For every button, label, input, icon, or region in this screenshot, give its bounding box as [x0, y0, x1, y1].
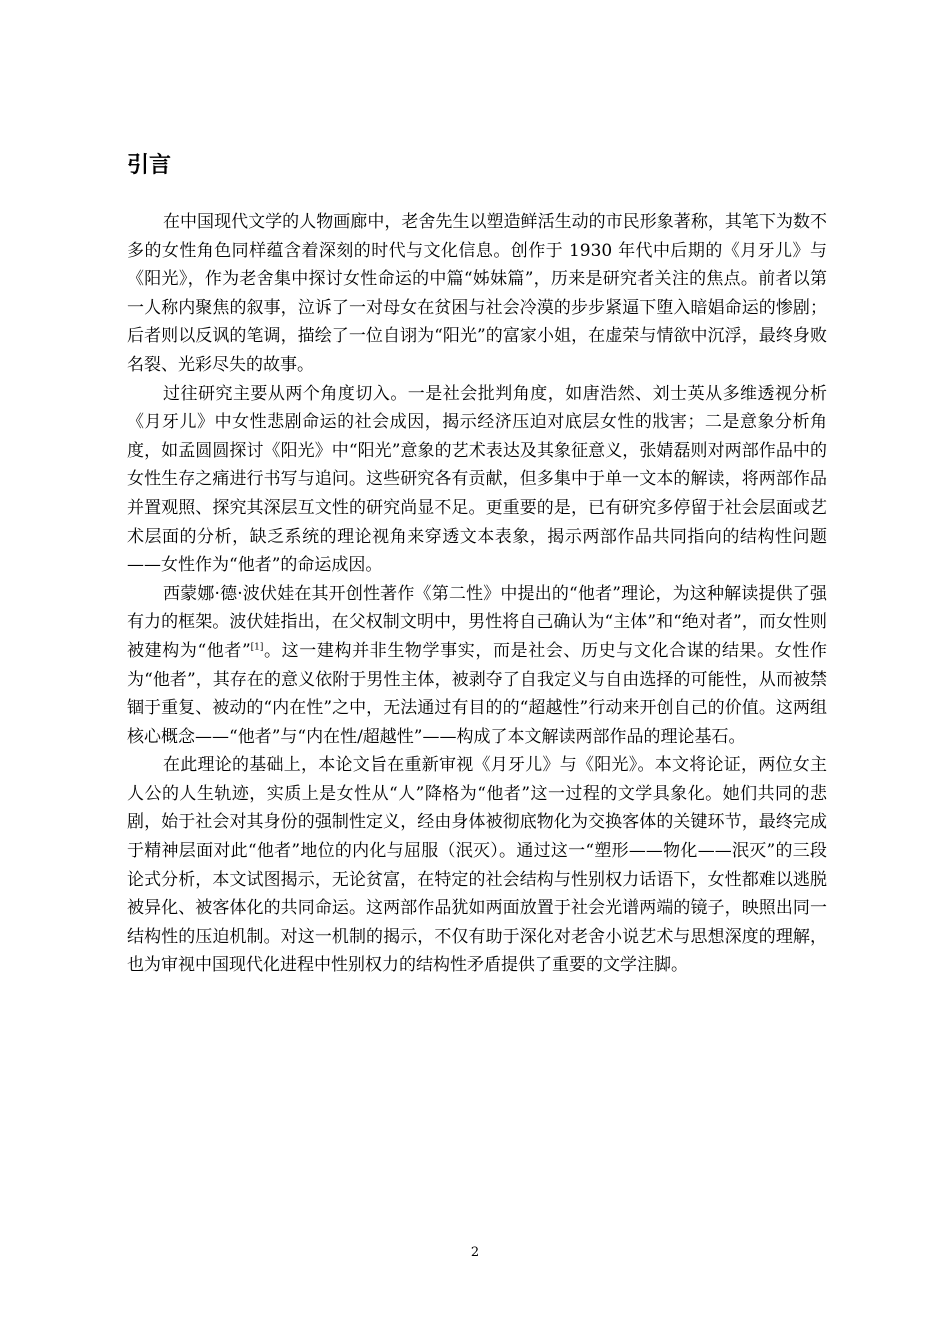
page-number: 2 [470, 1245, 480, 1260]
paragraph-1-text: 在中国现代文学的人物画廊中，老舍先生以塑造鲜活生动的市民形象著称，其笔下为数不多的女性角色同样蕴含着深刻的时代与文化信息。创作于 1930 年代中后期的《月牙儿》与《阳光》，作为老舍集中探讨女性命运的中篇“姊妹篇”，历来是研究者关注的焦点。前者以第一人称内聚焦的叙事，泣诉了一对母女在贫困与社会冷漠的步步紧逼下堕入暗娼命运的惨剧；后者则以反讽的笔调，描绘了一位自诩为“阳光”的富家小姐，在虚荣与情欲中沉浮，最终身败名裂、光彩尽失的故事。 [127, 212, 827, 375]
paragraph-1 [127, 208, 827, 380]
body-text [127, 208, 827, 980]
paragraph-4-text: 在此理论的基础上，本论文旨在重新审视《月牙儿》与《阳光》。本文将论证，两位女主人公的人生轨迹，实质上是女性从“人”降格为“他者”这一过程的文学具象化。她们共同的悲剧，始于社会对其身份的强制性定义，经由身体被彻底物化为交换客体的关键环节，最终完成于精神层面对此“他者”地位的内化与屈服（泯灭）。通过这一“塑形——物化——泯灭”的三段论式分析，本文试图揭示，无论贫富，在特定的社会结构与性别权力话语下，女性都难以逃脱被异化、被客体化的共同命运。这两部作品犹如两面放置于社会光谱两端的镜子，映照出同一结构性的压迫机制。对这一机制的揭示，不仅有助于深化对老舍小说艺术与思想深度的理解，也为审视中国现代化进程中性别权力的结构性矛盾提供了重要的文学注脚。 [127, 755, 827, 976]
citation-reference: [1] [250, 642, 264, 653]
paragraph-3 [127, 580, 827, 752]
paragraph-3-text-before: 西蒙娜·德·波伏娃在其开创性著作《第二性》中提出的“他者”理论，为这种解读提供了强有力的框架。波伏娃指出，在父权制文明中，男性将自己确认为“主体”和“绝对者”，而女性则被建构为“他者” [127, 583, 827, 661]
paragraph-4 [127, 751, 827, 980]
paragraph-3-text-after: 。这一建构并非生物学事实，而是社会、历史与文化合谋的结果。女性作为“他者”，其存在的意义依附于男性主体，被剥夺了自我定义与自由选择的可能性，从而被禁锢于重复、被动的“内在性”之中，无法通过有目的的“超越性”行动来开创自己的价值。这两组核心概念——“他者”与“内在性/超越性”——构成了本文解读两部作品的理论基石。 [127, 640, 827, 747]
section-heading: 引言 [127, 153, 172, 178]
paragraph-2-text: 过往研究主要从两个角度切入。一是社会批判角度，如唐浩然、刘士英从多维透视分析《月牙儿》中女性悲剧命运的社会成因，揭示经济压迫对底层女性的戕害；二是意象分析角度，如孟圆圆探讨《阳光》中“阳光”意象的艺术表达及其象征意义，张婧磊则对两部作品中的女性生存之痛进行书写与追问。这些研究各有贡献，但多集中于单一文本的解读，将两部作品并置观照、探究其深层互文性的研究尚显不足。更重要的是，已有研究多停留于社会层面或艺术层面的分析，缺乏系统的理论视角来穿透文本表象，揭示两部作品共同指向的结构性问题——女性作为“他者”的命运成因。 [127, 383, 827, 576]
paragraph-2 [127, 380, 827, 580]
